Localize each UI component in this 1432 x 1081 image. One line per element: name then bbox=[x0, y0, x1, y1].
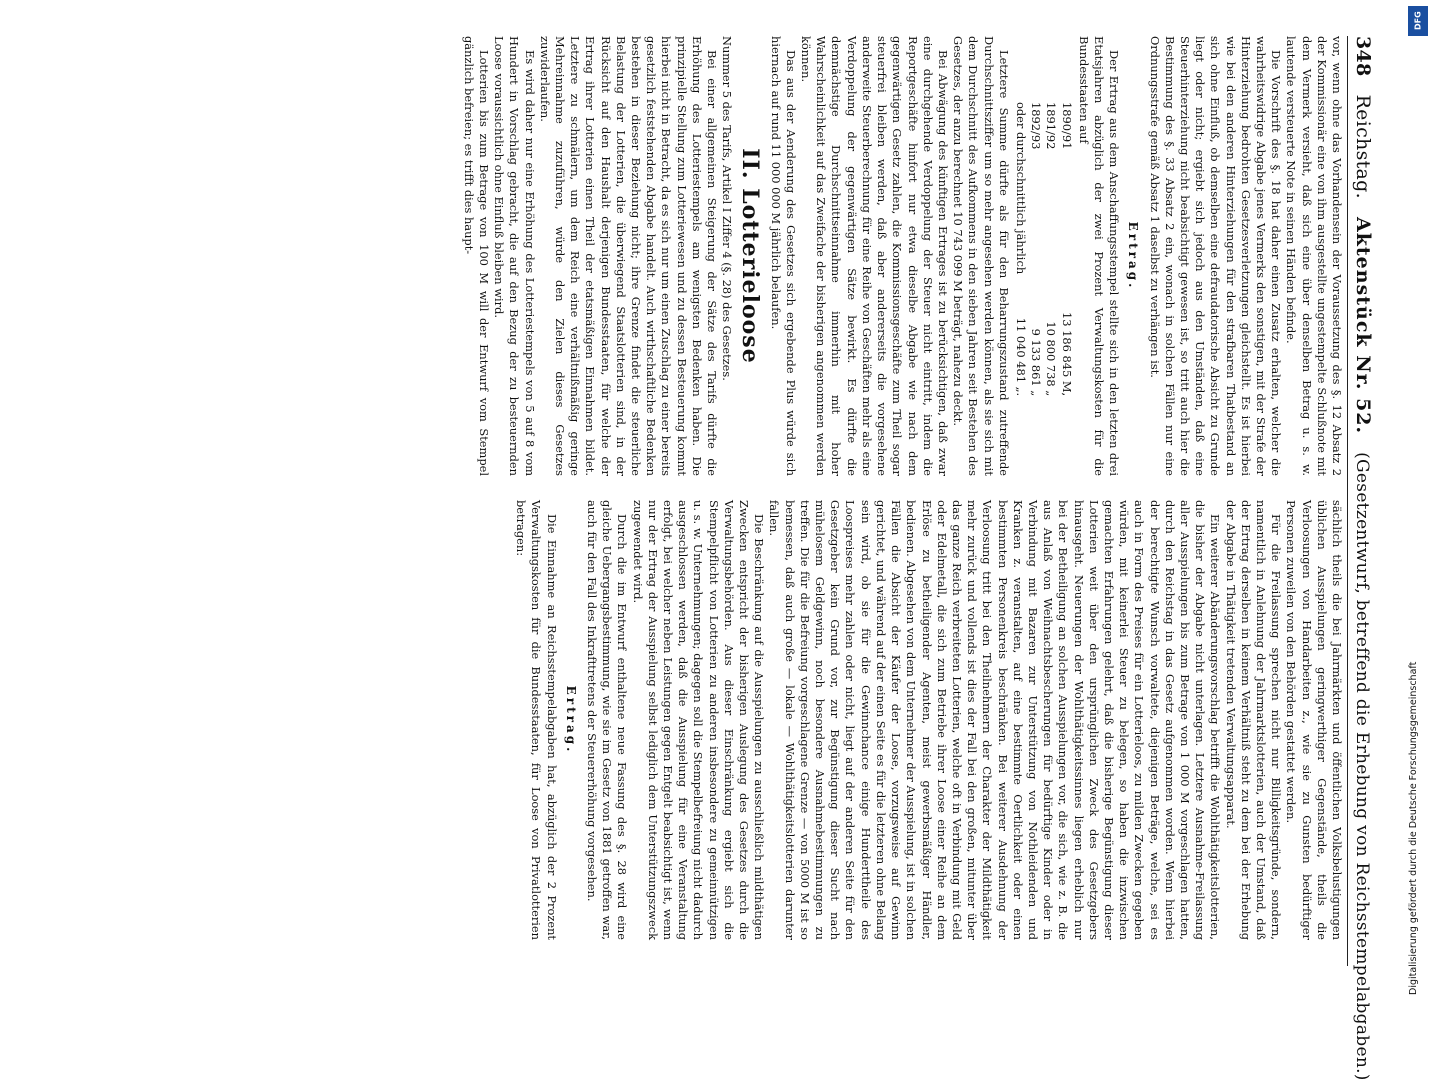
header-document: Aktenstück Nr. 52. bbox=[1352, 216, 1374, 435]
ertrag-heading: Ertrag. bbox=[563, 685, 578, 755]
paragraph: Die Einnahme an Reichsstempelabgaben hat, abzüglich der 2 Prozent Verwaltungskosten für die Bundesstaaten, für Loose von Privatlotterien betragen: bbox=[514, 500, 559, 940]
digitization-sidebar bbox=[1404, 0, 1432, 1000]
dfg-logo: DFG bbox=[1408, 6, 1428, 36]
table-row bbox=[1043, 96, 1058, 402]
header-source: Reichstag. bbox=[1352, 94, 1374, 199]
ertrag-heading: Ertrag. bbox=[1126, 221, 1141, 291]
paragraph: Das aus der Aenderung des Gesetzes sich ergebende Plus würde sich hiernach auf rund 11 000 000 M jährlich belaufen. bbox=[768, 36, 798, 476]
table-cell-value: 11 040 481 „. bbox=[1013, 317, 1028, 397]
table-cell-label: 1891/92 bbox=[1044, 102, 1059, 150]
page-header bbox=[1347, 36, 1392, 1081]
paragraph: Bei Abwägung des künftigen Ertrages ist zu berücksichtigen, daß zwar eine durchgehende Verdoppelung der Steuer nicht eintritt, indem die Reportgeschäfte hinfort nur etwa dieselbe Abgabe wie nach dem gegenwärtigen Gesetz zahlen, die Kommissionsgeschäfte zum Theil sogar steuerfrei bleiben werden, daß aber andererseits die vorgesehene anderweite Steuerberechnung für eine Reihe von Geschäften mehr als eine Verdoppelung der gegenwärtigen Sätze bewirkt. Es dürfte die demnächstige Durchschnittseinnahme immerhin mit hoher Wahrscheinlichkeit auf das Zweifache der bisherigen angenommen werden können. bbox=[799, 36, 950, 476]
paragraph: Durch die im Entwurf enthaltene neue Fassung des §. 28 wird eine gleiche Uebergangsbestimmung, wie sie im Gesetz von 1881 getroffen war, auch für den Fall des Inkrafttretens der Steuererhöhung vorgesehen. bbox=[585, 500, 630, 940]
table-cell-label: 1892/93 bbox=[1029, 102, 1044, 150]
table-row bbox=[1028, 96, 1043, 402]
table-row bbox=[1058, 96, 1073, 402]
right-column bbox=[513, 500, 1344, 940]
paragraph: vor, wenn ohne das Vorhandensein der Voraussetzung des §. 12 Absatz 2 der Kommissionär eine von ihm ausgestellte ungestempelte Schlußnote mit dem Vermerk versieht, daß sich eine über denselben Betrag u. s. w. lautende versteuerte Note in seinen Händen befinde. bbox=[1284, 36, 1344, 476]
paragraph: Die Beschränkung auf die Ausspielungen zu ausschließlich mildthätigen Zwecken entspricht der bisherigen Auslegung des Gesetzes durch die Verwaltungsbehörden. Aus dieser Einschränkung ergiebt sich die Stempelpflicht von Lotterien zu anderen insbesondere zu gemeinnützigen u. s. w. Unternehmungen; dagegen soll die Stempelbefreiung nicht dadurch ausgeschlossen werden, daß die Ausspielung für eine Veranstaltung erfolgt, bei welcher neben Leistungen gegen Entgelt beabsichtigt ist, wenn nur der Ertrag der Ausspielung selbst lediglich dem Unterstützungszweck zugewendet wird. bbox=[630, 500, 767, 940]
table-cell-value: 9 133 861 „ bbox=[1029, 328, 1044, 397]
dfg-credit: Digitalisierung gefördert durch die Deutsche Forschungsgemeinschaft bbox=[1408, 661, 1419, 995]
section-heading: II. Lotterieloose bbox=[737, 148, 764, 364]
paragraph: Bei einer allgemeinen Steigerung der Sätze des Tarifs dürfte die Erhöhung des Lotteriestempels am wenigsten Bedenken haben. Die prinzipielle Stellung zum Lotteriewesen und zu dessen Besteuerung kommt hierbei nicht in Betracht, da es sich nur um einen Zuschlag zu einer bereits gesetzlich feststehenden Abgabe handelt. Auch wirthschaftliche Bedenken bestehen in dieser Beziehung nicht; ihre Grenze findet die steuerliche Belastung der Lotterien, die überwiegend Staatslotterien sind, in der Rücksicht auf den Haushalt derjenigen Bundesstaaten, für welche der Ertrag ihrer Lotterien einen Theil der etatsmäßigen Einnahmen bildet. Letztere zu schmälern, um dem Reich eine verhältnißmäßig geringe Mehreinnahme zuzuführen, würde den Zielen dieses Gesetzes zuwiderlaufen. bbox=[537, 36, 720, 476]
ertrag-table bbox=[1013, 96, 1074, 402]
table-cell-value: 10 800 738 „ bbox=[1044, 321, 1059, 397]
left-column bbox=[461, 36, 1344, 476]
table-cell-label: oder durchschnittlich jährlich bbox=[1013, 102, 1028, 275]
paragraph: Der Ertrag aus dem Anschaffungsstempel stellte sich in den letzten drei Etatsjahren abzüglich der zwei Prozent Verwaltungskosten für die Bundesstaaten auf bbox=[1076, 36, 1122, 476]
header-subject: (Gesetzentwurf, betreffend die Erhebung von Reichsstempelabgaben.) bbox=[1352, 452, 1372, 1081]
paragraph: sächlich theils die bei Jahrmärkten und öffentlichen Volksbelustigungen üblichen Ausspielungen geringwerthiger Gegenstände, theils die Verloosungen von Handarbeiten z., wie sie zu Gunsten bedürftiger Personen zuweilen von den Behörden gestattet werden. bbox=[1284, 500, 1344, 940]
paragraph: Ein weiterer Abänderungsvorschlag betrifft die Wohlthätigkeitslotterien, die bisher der Abgabe nicht unterlagen. Letztere Ausnahme-Freilassung aller Ausspielungen bis zum Betrage von 1 000 M vorgeschlagen hatten, durch den Reichstag in das Gesetz aufgenommen worden. Wenn hierbei der berechtigte Wunsch vorwaltete, diejenigen Beträge, welche, sei es auch in Form des Preises für ein Lotterieloos, zu milden Zwecken gegeben würden, mit keinerlei Steuer zu belegen, so haben die inzwischen gemachten Erfahrungen gelehrt, daß die bisherige Begünstigung dieser Lotterien weit über den ursprünglichen Zweck des Gesetzgebers hinausgeht. Neuerungen der Wohlthätigkeitssinnes liegen erheblich nur bei der Betheiligung an solchen Ausspielungen vor, die sich, wie z. B. die aus Anlaß von Weihnachtsbescherungen für bedürftige Kinder oder in Verbindung mit Bazaren zur Unterstützung von Nothleidenden und Kranken z. veranstalten, auf eine bestimmte Oertlichkeit oder einen bestimmten Personenkreis beschränken. Bei weiterer Ausdehnung der Verloosung tritt bei den Theilnehmern der Charakter der Mildthätigkeit mehr zurück und vollends ist dies der Fall bei den großen, mitunter über das ganze Reich verbreiteten Lotterien, welche oft in Verbindung mit Geld oder Edelmetall, die sich zum Betriebe ihrer Loose einer Reihe an dem Erlöse zu betheiligender Agenten, meist gewerbsmäßiger Händler, bedienen. Abgesehen von dem Unternehmer der Ausspielung, ist in solchen Fällen die Absicht der Käufer der Loose, vorzugsweise auf Gewinn gerichtet, und während auf der einen Seite es für die letzteren ohne Belang sein wird, ob sie für die Gewinnchance einige Hunderttheile des Loospreises mehr zahlen oder nicht, liegt auf der anderen Seite für den Gesetzgeber kein Grund vor, zur Begünstigung dieser Sucht nach mühelosem Geldgewinn, noch besondere Ausnahmebestimmungen zu treffen. Die für die Befreiung vorgeschlagene Grenze — von 5000 M ist so bemessen, daß auch große — lokale — Wohlthätigkeitslotterien darunter fallen. bbox=[767, 500, 1223, 940]
table-cell-label: 1890/91 bbox=[1059, 102, 1074, 150]
paragraph: Letztere Summe dürfte als für den Beharrungszustand zutreffende Durchschnittsziffer um so mehr angesehen werden können, als sie sich mit dem Durchschnitt des Aufkommens in den sieben Jahren seit Bestehen des Gesetzes, der anzu berechnet 10 743 099 M beträgt, nahezu deckt. bbox=[951, 36, 1011, 476]
paragraph: Es wird daher nur eine Erhöhung des Lotteriestempels von 5 auf 8 vom Hundert in Vorschlag gebracht, die auf den Bezug der zu besteuernden Loose voraussichtlich ohne Einfluß bleiben wird. bbox=[492, 36, 537, 476]
paragraph: Nummer 5 des Tarifs, Artikel I Ziffer 4 (§. 28) des Gesetzes. bbox=[720, 36, 735, 381]
paragraph: Die Vorschrift des §. 18 hat daher einen Zusatz erhalten, welcher die wahrheitswidrige Abgabe jenes Vermerks den sonstigen, mit der Strafe der Hinterziehung bedrohten Gesetzesverletzungen gleichstellt. Es ist hierbei wie bei den anderen Hinterziehungen für den strafbaren Thatbestand an sich ohne Einfluß, ob demselben eine defraudatorische Absicht zu Grunde liegt oder nicht; ergiebt sich jedoch aus den Umständen, daß eine Steuerhinterziehung nicht beabsichtigt gewesen ist, so tritt auch hier die Bestimmung des §. 33 Absatz 2 ein, wonach in solchen Fällen nur eine Ordnungsstrafe gemäß Absatz 1 daselbst zu verhängen ist. bbox=[1147, 36, 1284, 476]
paragraph: Für die Freilassung sprechen nicht nur Billigkeitsgründe, sondern, namentlich in Anlehnung der Jahrmarktslotterien, auch der Umstand, daß der Ertrag derselben in keinem Verhältniß steht zu dem bei der Erhebung der Abgabe in Thätigkeit tretenden Verwaltungsapparat. bbox=[1223, 500, 1284, 940]
table-cell-value: 13 186 845 M, bbox=[1059, 312, 1074, 397]
table-row bbox=[1013, 96, 1028, 402]
paragraph: Lotterien bis zum Betrage von 100 M will der Entwurf vom Stempel gänzlich befreien; es trifft dies haupt- bbox=[461, 36, 492, 476]
page-number: 348 bbox=[1352, 36, 1374, 77]
